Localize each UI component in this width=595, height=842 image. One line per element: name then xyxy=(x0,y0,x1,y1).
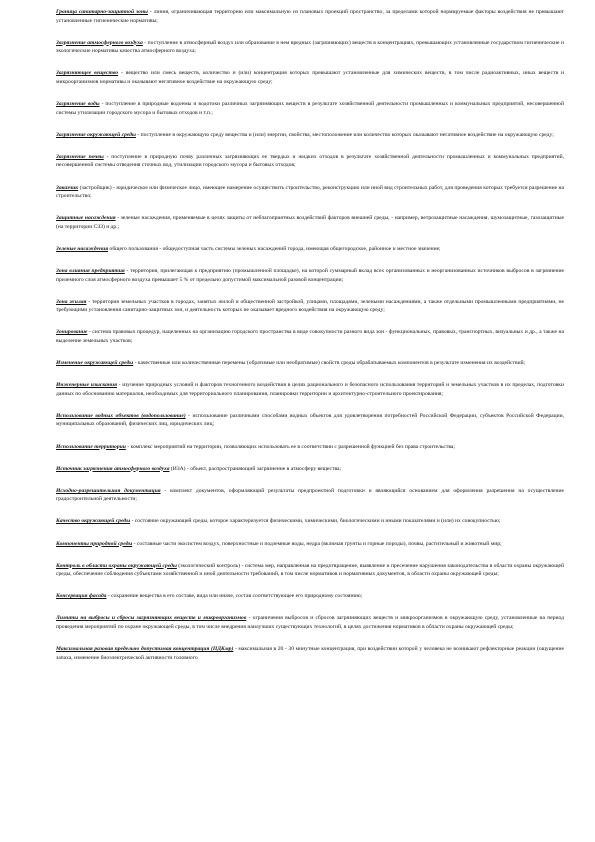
glossary-entry xyxy=(56,100,564,117)
glossary-entry xyxy=(56,298,564,315)
glossary-entry xyxy=(56,245,564,254)
glossary-term: Заказчик xyxy=(56,184,79,191)
glossary-term: Загрязнение воды xyxy=(56,101,100,108)
glossary-definition: - зеленые насаждения, применяемые в целях защиты от неблагоприятных воздействий факторов внешней среды, - например, ветрозащитные насаждения, шумозащитные, газозащитные (на территории СЗЗ) и др.; xyxy=(56,215,564,230)
glossary-entry xyxy=(56,540,564,549)
glossary-entry xyxy=(56,328,564,345)
glossary-definition: - изучение природных условий и факторов техногенного воздействия в целях рационального и безопасного использования территорий и земельных участков в их пределах, подготовки данных по обоснованию материалов, необходимых для территориального планирования, планировки территории и архитектурно-строительного проектирования; xyxy=(56,382,564,397)
glossary-definition: - поступление в природную почву различных загрязняющих ее твердых и жидких отходов в результате хозяйственной деятельности промышленных и коммунальных предприятий, несовершенной системы отведения сточных вод, утилизации городского мусора и бытовых отходов; xyxy=(56,153,564,169)
glossary-term: Источник загрязнения атмосферного воздуха xyxy=(56,465,170,472)
glossary-entry xyxy=(56,645,564,662)
glossary-entry xyxy=(56,443,564,452)
glossary-entry xyxy=(56,8,564,25)
glossary-definition: - комплекс мероприятий на территории, позволяющих использовать ее в соответствии с разрешенной функцией без права строительства; xyxy=(125,443,455,450)
glossary-entry xyxy=(56,69,564,86)
glossary-term: Зонирование xyxy=(56,329,88,336)
glossary-entry xyxy=(56,381,564,398)
glossary-term: Лимиты на выбросы и сбросы загрязняющих веществ и микроорганизмов xyxy=(56,615,247,622)
glossary-term: Загрязнение атмосферного воздуха xyxy=(56,39,143,46)
glossary-definition: - поступление в атмосферный воздух или образование в нем вредных (загрязняющих) веществ в концентрациях, превышающих установленные государством гигиенические и экологические нормативы качества атмосферного воздуха; xyxy=(56,39,564,55)
glossary-definition: - вещество или смесь веществ, количество и (или) концентрация которых превышают установленные для химических веществ, в том числе радиоактивных, иных веществ и микроорганизмов нормативы и оказывают негативное воздействие на окружающую среду; xyxy=(56,70,564,85)
glossary-term: Использование водных объектов (водопользование) xyxy=(56,412,186,419)
glossary-entry xyxy=(56,465,564,474)
glossary-term: Загрязняющее вещество xyxy=(56,70,119,77)
glossary-definition: - территория, прилегающая к предприятию (промышленной площадке), на которой суммарный вклад всех организованных и неорганизованных источников выбросов в загрязнение приземного слоя атмосферного воздуха превышает 5 % от предельно допустимой максимальной разовой концентрации; xyxy=(56,268,564,283)
glossary-entry xyxy=(56,184,564,201)
glossary-term: Загрязнение окружающей среды xyxy=(56,131,136,138)
glossary-entry xyxy=(56,517,564,526)
glossary-entry xyxy=(56,359,564,368)
glossary-term: Изменение окружающей среды xyxy=(56,360,134,367)
glossary-definition: - использование различными способами водных объектов для удовлетворения потребностей Российской Федерации, субъектов Российской Федерации, муниципальных образований, физических лиц, юридических лиц; xyxy=(56,412,564,428)
glossary-entry xyxy=(56,614,564,631)
glossary-entry xyxy=(56,153,564,170)
glossary-definition: - территория земельных участков в городах, занятых жилой и общественной застройкой, улицами, площадями, зелеными насаждениями, а также отдельными промышленными предприятиями, не требующими установления санитарно-защитных зон, и деятельность которых не оказывает вредного воздействия на окружающую среду; xyxy=(56,298,564,314)
glossary-term: Зеленые насаждения xyxy=(56,245,109,252)
glossary-term: Защитные насаждения xyxy=(56,215,116,222)
glossary-definition: - система правовых процедур, нацеленных на организацию городского пространства в виде совокупности разного вида зон - функциональных, правовых, транспортных, визуальных и др., а также на выделение земельных участков; xyxy=(56,329,564,344)
glossary-term: Компоненты природной среды xyxy=(56,540,133,547)
glossary-definition: - составные части экосистем воздух, поверхностные и подземные воды, недра (включая грунты и горные породы), почвы, растительный и животный мир; xyxy=(132,540,502,547)
glossary-entry xyxy=(56,562,564,579)
document-page xyxy=(56,8,564,676)
glossary-entry xyxy=(56,592,564,601)
glossary-entry xyxy=(56,267,564,284)
glossary-definition: (ИЗА) - объект, распространяющий загрязнение в атмосферу вещества; xyxy=(169,465,342,472)
glossary-term: Исходно-разрешительная документация xyxy=(56,487,161,494)
glossary-definition: - комплект документов, оформляющий результаты предпроектной подготовки и являющийся основанием для оформления разрешения на осуществление градостроительной деятельности; xyxy=(56,487,564,503)
glossary-definition: общего пользования - общедоступная часть системы зеленых насаждений города, имеющая общегородское, районное и местное значение; xyxy=(108,245,441,252)
glossary-entry xyxy=(56,131,564,140)
glossary-definition: - поступление в природные водоемы и водотоки различных загрязняющих веществ в результате хозяйственной деятельности промышленных и коммунальных предприятий, несовершенной системы утилизации городского мусора и бытовых отходов и т.п.; xyxy=(56,101,564,116)
glossary-definition: - ограничения выбросов и сбросов загрязняющих веществ и микроорганизмов в окружающую среду, установленные на период проведения мероприятий по охране окружающей среды, в том числе внедрения наилучших существующих технологий, в целях достижения нормативов в области охраны окружающей среды; xyxy=(56,615,564,630)
glossary-term: Загрязнение почвы xyxy=(56,153,104,160)
glossary-definition: - состояние окружающей среды, которое характеризуется физическими, химическими, биологическими и иными показателями и (или) их совокупностью; xyxy=(130,518,501,525)
glossary-definition: - максимальная в 20 - 30 минутные концентрация, при воздействии которой у человека не возникают рефлекторные реакции (ощущение запаха, изменение биоэлектрической активности головного xyxy=(56,646,564,661)
glossary-entry xyxy=(56,487,564,504)
glossary-entry xyxy=(56,214,564,231)
glossary-definition: - сохранение вещества в его составе, вида или иначе, состав соответствующее его природному состоянию; xyxy=(106,593,363,600)
glossary-term: Контроль в области охраны окружающей среды xyxy=(56,562,177,569)
glossary-definition: (экологический контроль) - система мер, направленная на предотвращение, выявление и пресечение нарушения законодательства в области охраны окружающей среды, обеспечение соблюдения субъектами хозяйственной и иной деятельности требований, в том числе нормативов и нормативных документов, в области охраны окружающей среды; xyxy=(56,562,564,578)
glossary-term: Консервация фасада xyxy=(56,593,107,600)
glossary-term: Зона влияния предприятия xyxy=(56,268,125,274)
glossary-term: Зона жилая xyxy=(56,298,87,305)
glossary-term: Максимальная разовая предельно допустимая концентрация (ПДКмр) xyxy=(56,646,234,653)
glossary-term: Качество окружающей среды xyxy=(56,518,131,525)
glossary-definition: - качественные или количественные перемены (обратимые или необратимые) свойств среды обрабатываемых компонентов в результате изменения их воздействий; xyxy=(133,360,526,367)
glossary-term: Инженерные изыскания xyxy=(56,382,117,389)
glossary-definition: - поступление в окружающую среду вещества и (или) энергии, свойства, местоположение или количество которых оказывают негативное воздействие на окружающую среду; xyxy=(135,131,554,138)
glossary-term: Граница санитарно-защитной зоны xyxy=(56,9,148,15)
glossary-entry xyxy=(56,39,564,56)
glossary-term: Использование территории xyxy=(56,443,126,450)
glossary-entry xyxy=(56,412,564,429)
glossary-definition: (застройщик) - юридическое или физическое лицо, имеющее намерение осуществить строительство, реконструкцию или иной вид строительных работ, для проведения которых требуется разрешение на строительство; xyxy=(56,184,564,200)
glossary-definition: - линия, ограничивающая территорию или максимальную из плановых проекций пространство, за пределами которой нормируемые факторы воздействия не превышают установленные гигиенические нормативы; xyxy=(56,9,564,24)
